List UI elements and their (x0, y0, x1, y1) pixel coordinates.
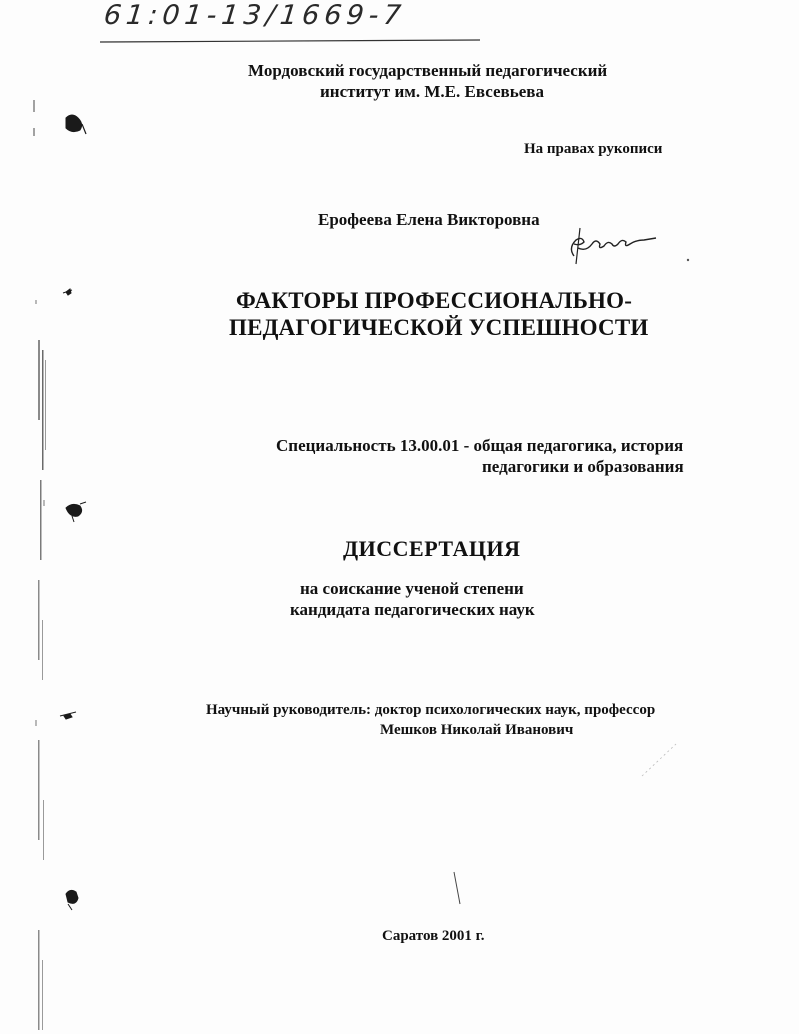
place-year: Саратов 2001 г. (382, 928, 485, 944)
specialty-line-2: педагогики и образования (482, 457, 684, 476)
binding-blot-1 (66, 115, 82, 132)
binding-blot-3 (66, 890, 78, 903)
binding-blot-2 (66, 504, 82, 516)
degree-line-1: на соискание ученой степени (300, 579, 524, 598)
specialty-line-1: Специальность 13.00.01 - общая педагогика, история (276, 436, 684, 455)
archive-stamp: 61:01-13/1669-7 (102, 0, 408, 31)
author-name: Ерофеева Елена Викторовна (318, 210, 540, 229)
binding-marks (0, 0, 110, 1034)
supervisor-line-2: Мешков Николай Иванович (380, 722, 574, 738)
rights-note: На правах рукописи (524, 141, 663, 157)
scan-artifact (450, 870, 470, 910)
title-line-2: ПЕДАГОГИЧЕСКОЙ УСПЕШНОСТИ (229, 315, 649, 340)
title-line-1: ФАКТОРЫ ПРОФЕССИОНАЛЬНО- (236, 288, 633, 313)
handwritten-signature-icon (560, 218, 660, 270)
archive-stamp-underline (100, 38, 480, 44)
institution-line-1: Мордовский государственный педагогический (248, 61, 608, 80)
degree-line-2: кандидата педагогических наук (290, 600, 535, 619)
scan-artifact (640, 740, 680, 780)
work-type: ДИССЕРТАЦИЯ (343, 536, 521, 561)
institution-line-2: институт им. М.Е. Евсевьева (320, 82, 544, 101)
scan-artifact (684, 256, 692, 264)
supervisor-line-1: Научный руководитель: доктор психологических наук, профессор (206, 702, 656, 718)
